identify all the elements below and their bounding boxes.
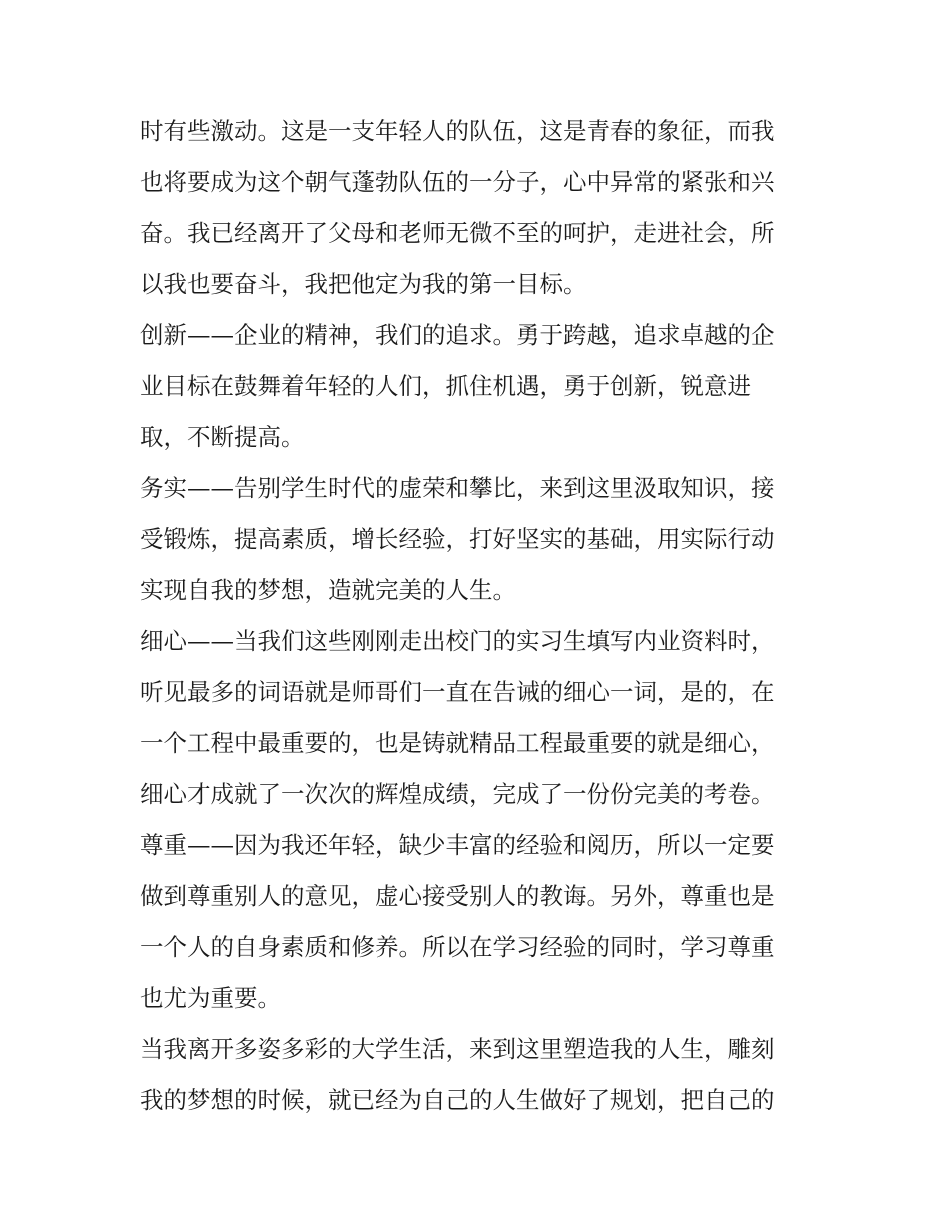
text-line: 创新——企业的精神，我们的追求。勇于跨越，追求卓越的企 [140, 321, 775, 349]
paragraph-innovation [140, 310, 830, 463]
text-line: 尊重——因为我还年轻，缺少丰富的经验和阅历，所以一定要 [140, 831, 775, 859]
text-line: 业目标在鼓舞着年轻的人们，抓住机遇，勇于创新，锐意进 [140, 372, 751, 400]
paragraph-pragmatism [140, 463, 830, 616]
text-line: 也尤为重要。 [140, 984, 281, 1012]
text-line: 细心才成就了一次次的辉煌成绩，完成了一份份完美的考卷。 [140, 780, 775, 808]
text-line: 听见最多的词语就是师哥们一直在告诫的细心一词，是的，在 [140, 678, 775, 706]
text-line: 一个人的自身素质和修养。所以在学习经验的同时，学习尊重 [140, 933, 775, 961]
paragraph-carefulness [140, 616, 830, 820]
paragraph-closing [140, 1024, 830, 1126]
text-line: 细心——当我们这些刚刚走出校门的实习生填写内业资料时， [140, 627, 775, 655]
text-line: 取，不断提高。 [140, 423, 305, 451]
text-line: 做到尊重别人的意见，虚心接受别人的教诲。另外，尊重也是 [140, 882, 775, 910]
text-line: 奋。我已经离开了父母和老师无微不至的呵护，走进社会，所 [140, 219, 775, 247]
paragraph-intro [140, 106, 830, 310]
document-body [140, 106, 830, 1126]
text-line: 受锻炼，提高素质，增长经验，打好坚实的基础，用实际行动 [140, 525, 775, 553]
text-line: 当我离开多姿多彩的大学生活，来到这里塑造我的人生，雕刻 [140, 1035, 775, 1063]
text-line: 也将要成为这个朝气蓬勃队伍的一分子，心中异常的紧张和兴 [140, 168, 775, 196]
text-line: 实现自我的梦想，造就完美的人生。 [140, 576, 516, 604]
paragraph-respect [140, 820, 830, 1024]
text-line: 以我也要奋斗，我把他定为我的第一目标。 [140, 270, 587, 298]
text-line: 时有些激动。这是一支年轻人的队伍，这是青春的象征，而我 [140, 117, 775, 145]
text-line: 一个工程中最重要的，也是铸就精品工程最重要的就是细心， [140, 729, 775, 757]
text-line: 务实——告别学生时代的虚荣和攀比，来到这里汲取知识，接 [140, 474, 775, 502]
text-line: 我的梦想的时候，就已经为自己的人生做好了规划，把自己的 [140, 1086, 775, 1114]
